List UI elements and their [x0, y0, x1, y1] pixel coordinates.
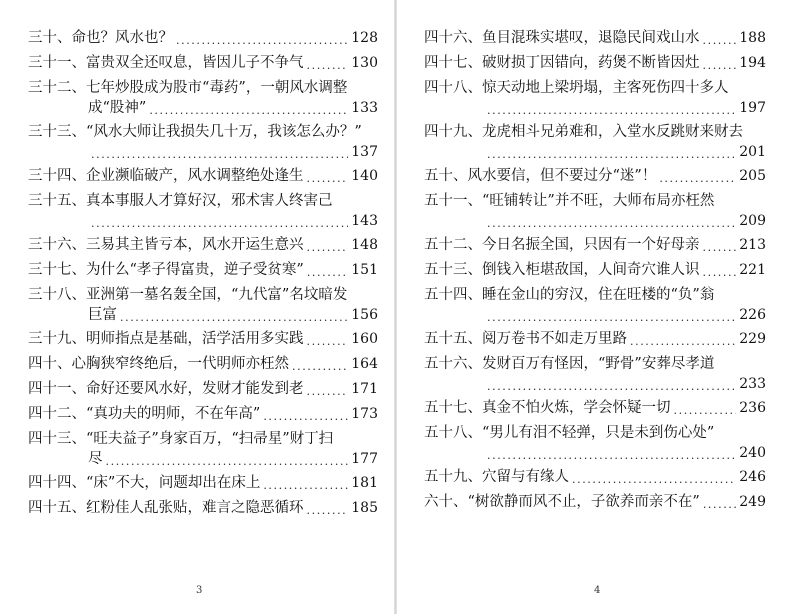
toc-entry-page: 140 — [351, 168, 378, 184]
toc-entry-page: 137 — [351, 144, 378, 160]
toc-entry-title: 破财损丁因错向，药煲不断皆因灶 — [482, 55, 700, 71]
toc-entry-page: 171 — [351, 381, 378, 397]
toc-entry-line — [424, 166, 766, 186]
toc-entry-number: 四十七、 — [424, 55, 482, 71]
toc-entry-title: 巨富 — [88, 307, 117, 323]
toc-entry-title: 惊天动地上梁坍塌，主客死伤四十多人 — [482, 80, 729, 96]
toc-entry-line — [424, 305, 766, 325]
toc-leader-dots — [91, 148, 348, 162]
toc-entry — [28, 78, 378, 118]
toc-entry-page: 213 — [739, 237, 766, 253]
toc-entry-number: 三十六、 — [28, 237, 86, 253]
toc-entry-title: 发财百万有怪因，“野骨”安葬尽孝道 — [482, 356, 715, 372]
toc-leader-dots — [703, 266, 737, 280]
toc-entry-title: 企业濒临破产，风水调整绝处逢生 — [86, 168, 304, 184]
toc-entry-line — [424, 53, 766, 73]
toc-leader-dots — [307, 504, 349, 518]
toc-leader-dots — [487, 148, 736, 162]
toc-entry-number: 五十六、 — [424, 356, 482, 372]
toc-entry-number: 五十七、 — [424, 400, 482, 416]
toc-leader-dots — [263, 479, 348, 493]
toc-entry-number: 五十一、 — [424, 193, 482, 209]
toc-leader-dots — [674, 404, 737, 418]
toc-leader-dots — [487, 217, 736, 231]
toc-entry — [424, 53, 766, 73]
toc-entry — [424, 191, 766, 231]
toc-entry-line — [28, 449, 378, 469]
toc-entry-title: 风水要信，但不要过分“迷”！ — [467, 168, 657, 184]
toc-entry-number: 六十、 — [424, 494, 468, 510]
toc-entry-number: 三十二、 — [28, 80, 86, 96]
toc-entry-title: “风水大师让我损失几十万，我该怎么办？” — [86, 124, 362, 140]
toc-entry-title: 阅万卷书不如走万里路 — [482, 331, 627, 347]
toc-entry-page: 185 — [351, 500, 378, 516]
toc-entry-number: 五十、 — [424, 168, 468, 184]
toc-entry — [28, 404, 378, 424]
toc-entry — [424, 78, 766, 118]
toc-entry-number: 四十五、 — [28, 500, 86, 516]
toc-entry-number: 三十四、 — [28, 168, 86, 184]
toc-entry-title: 龙虎相斗兄弟难和，入堂水反跳财来财去 — [482, 124, 743, 140]
toc-entry-line — [28, 191, 378, 211]
toc-entry-page: 246 — [739, 469, 766, 485]
toc-entry-line — [424, 98, 766, 118]
toc-entry-page: 160 — [351, 331, 378, 347]
toc-entry-number: 四十九、 — [424, 124, 482, 140]
toc-entry — [424, 329, 766, 349]
toc-entry-page: 148 — [351, 237, 378, 253]
toc-entry-number: 四十四、 — [28, 475, 86, 491]
toc-leader-dots — [487, 104, 736, 118]
toc-entry-line — [28, 98, 378, 118]
toc-entry-number: 三十七、 — [28, 262, 86, 278]
toc-entry-title: 尽 — [88, 451, 103, 467]
toc-leader-dots — [307, 266, 348, 280]
toc-entry-page: 221 — [739, 262, 766, 278]
toc-leader-dots — [307, 172, 349, 186]
toc-entry-line — [28, 211, 378, 231]
toc-entry-title: “树欲静而风不止，子欲养而亲不在” — [467, 494, 700, 510]
toc-entry — [424, 492, 766, 512]
toc-entry-number: 四十八、 — [424, 80, 482, 96]
toc-entry-title: 鱼目混珠实堪叹，退隐民间戏山水 — [482, 30, 700, 46]
toc-entry-title: 心胸狭窄终绝后，一代明师亦枉然 — [71, 356, 289, 372]
page-number-left: 3 — [196, 585, 203, 596]
toc-entry-line — [424, 122, 766, 142]
toc-entry-title: 富贵双全还叹息，皆因儿子不争气 — [86, 55, 304, 71]
toc-entry-line — [424, 78, 766, 98]
toc-entry-title: 七年炒股成为股市“毒药”，一朝风水调整 — [86, 80, 348, 96]
toc-entry-page: 205 — [739, 168, 766, 184]
toc-entry-page: 240 — [739, 445, 766, 461]
toc-entry — [424, 354, 766, 394]
toc-entry-line — [28, 235, 378, 255]
toc-entry-title: 睡在金山的穷汉，住在旺楼的“负”翁 — [482, 287, 715, 303]
toc-entry-number: 三十八、 — [28, 287, 86, 303]
toc-entry-title: “旺铺转让”并不旺，大师布局亦枉然 — [482, 193, 715, 209]
toc-entry-page: 188 — [739, 30, 766, 46]
toc-leader-dots — [487, 311, 736, 325]
toc-leader-dots — [307, 59, 349, 73]
toc-entry — [28, 191, 378, 231]
toc-entry-page: 229 — [739, 331, 766, 347]
toc-entry — [28, 166, 378, 186]
toc-entry-line — [424, 467, 766, 487]
toc-entry-number: 三十五、 — [28, 193, 86, 209]
toc-entry — [28, 429, 378, 469]
toc-entry — [424, 28, 766, 48]
toc-entry-line — [28, 28, 378, 48]
toc-entry-line — [28, 498, 378, 518]
toc-leader-dots — [487, 380, 736, 394]
toc-entry — [424, 260, 766, 280]
toc-leader-dots — [703, 241, 737, 255]
toc-entry-number: 四十、 — [28, 356, 72, 372]
toc-entry — [424, 285, 766, 325]
toc-entry-page: 194 — [739, 55, 766, 71]
toc-leader-dots — [120, 311, 348, 325]
toc-entry-line — [28, 53, 378, 73]
toc-entry-number: 四十二、 — [28, 406, 86, 422]
toc-entry-page: 130 — [351, 55, 378, 71]
toc-list-right — [424, 28, 766, 517]
toc-entry — [28, 285, 378, 325]
toc-entry-page: 143 — [351, 213, 378, 229]
toc-entry-number: 四十六、 — [424, 30, 482, 46]
toc-entry-page: 177 — [351, 451, 378, 467]
toc-entry-line — [28, 122, 378, 142]
toc-entry-line — [424, 329, 766, 349]
toc-leader-dots — [659, 172, 736, 186]
toc-entry-line — [28, 260, 378, 280]
toc-list-left — [28, 28, 378, 523]
right-page — [396, 0, 793, 614]
toc-entry-line — [424, 191, 766, 211]
toc-entry-line — [28, 329, 378, 349]
toc-entry-page: 233 — [739, 376, 766, 392]
toc-entry-number: 三十三、 — [28, 124, 86, 140]
toc-entry-line — [424, 354, 766, 374]
toc-entry-title: 命好还要风水好，发财才能发到老 — [86, 381, 304, 397]
toc-leader-dots — [307, 335, 349, 349]
toc-entry — [424, 423, 766, 463]
toc-entry-line — [28, 78, 378, 98]
toc-entry-title: 真本事服人才算好汉，邪术害人终害己 — [86, 193, 333, 209]
toc-entry — [424, 166, 766, 186]
toc-entry-number: 四十一、 — [28, 381, 86, 397]
left-page — [0, 0, 396, 614]
toc-leader-dots — [630, 335, 736, 349]
toc-entry-line — [424, 285, 766, 305]
toc-entry-title: 倒钱入柜堪敌国，人间奇穴谁人识 — [482, 262, 700, 278]
toc-entry-page: 164 — [351, 356, 378, 372]
toc-leader-dots — [307, 241, 349, 255]
toc-entry-page: 236 — [739, 400, 766, 416]
toc-entry-line — [28, 285, 378, 305]
toc-entry-title: “床”不大，问题却出在床上 — [86, 475, 261, 491]
toc-entry-title: “旺夫益子”身家百万，“扫帚星”财丁扫 — [86, 431, 334, 447]
toc-entry-title: 成“股神” — [88, 100, 147, 116]
toc-entry-page: 133 — [351, 100, 378, 116]
toc-entry-page: 209 — [739, 213, 766, 229]
toc-leader-dots — [703, 498, 736, 512]
toc-entry-number: 五十五、 — [424, 331, 482, 347]
toc-entry-title: 今日名振全国，只因有一个好母亲 — [482, 237, 700, 253]
toc-entry-number: 五十八、 — [424, 425, 482, 441]
toc-entry — [28, 122, 378, 162]
toc-entry-title: “真功夫的明师，不在年高” — [86, 406, 261, 422]
toc-entry-line — [28, 142, 378, 162]
toc-leader-dots — [176, 34, 348, 48]
toc-leader-dots — [703, 59, 737, 73]
toc-entry-page: 181 — [351, 475, 378, 491]
toc-entry-title: 真金不怕火炼，学会怀疑一切 — [482, 400, 671, 416]
toc-entry-title: 穴留与有缘人 — [482, 469, 569, 485]
toc-leader-dots — [91, 217, 348, 231]
toc-entry-number: 五十四、 — [424, 287, 482, 303]
toc-entry — [28, 53, 378, 73]
toc-entry-line — [424, 235, 766, 255]
toc-entry — [424, 235, 766, 255]
toc-leader-dots — [487, 449, 736, 463]
toc-entry-title: 红粉佳人乱张贴，难言之隐恶循环 — [86, 500, 304, 516]
toc-entry-line — [424, 142, 766, 162]
toc-entry-line — [424, 28, 766, 48]
page-number-right: 4 — [594, 585, 601, 596]
toc-entry-line — [28, 404, 378, 424]
toc-leader-dots — [106, 455, 349, 469]
toc-entry-page: 156 — [351, 307, 378, 323]
toc-entry-number: 三十一、 — [28, 55, 86, 71]
toc-entry — [424, 398, 766, 418]
toc-leader-dots — [149, 104, 348, 118]
toc-entry-line — [424, 423, 766, 443]
toc-entry — [28, 473, 378, 493]
toc-entry-title: 为什么“孝子得富贵，逆子受贫寒” — [86, 262, 304, 278]
toc-entry-number: 五十九、 — [424, 469, 482, 485]
toc-entry-line — [28, 166, 378, 186]
toc-entry-number: 五十二、 — [424, 237, 482, 253]
toc-entry-page: 249 — [739, 494, 766, 510]
toc-entry — [28, 28, 378, 48]
toc-entry — [28, 498, 378, 518]
toc-entry — [28, 235, 378, 255]
toc-entry-line — [424, 374, 766, 394]
toc-entry-number: 四十三、 — [28, 431, 86, 447]
toc-entry-page: 151 — [351, 262, 378, 278]
toc-entry — [28, 379, 378, 399]
toc-entry-page: 226 — [739, 307, 766, 323]
toc-entry-title: “男儿有泪不轻弹，只是未到伤心处” — [482, 425, 715, 441]
toc-entry-title: 亚洲第一墓名轰全国，“九代富”名坟暗发 — [86, 287, 348, 303]
toc-entry-line — [424, 443, 766, 463]
toc-entry-page: 173 — [351, 406, 378, 422]
toc-leader-dots — [263, 410, 348, 424]
toc-entry-number: 五十三、 — [424, 262, 482, 278]
toc-entry — [28, 260, 378, 280]
toc-entry-line — [424, 492, 766, 512]
toc-leader-dots — [703, 34, 737, 48]
toc-entry-line — [424, 398, 766, 418]
toc-entry — [28, 329, 378, 349]
toc-leader-dots — [572, 473, 736, 487]
toc-entry-line — [424, 260, 766, 280]
toc-entry-title: 命也？风水也？ — [71, 30, 173, 46]
toc-entry — [28, 354, 378, 374]
toc-entry — [424, 122, 766, 162]
toc-entry-line — [28, 354, 378, 374]
toc-leader-dots — [292, 360, 348, 374]
toc-entry-number: 三十、 — [28, 30, 72, 46]
toc-entry-page: 197 — [739, 100, 766, 116]
toc-entry-line — [28, 473, 378, 493]
toc-entry-page: 201 — [739, 144, 766, 160]
toc-entry-line — [424, 211, 766, 231]
toc-entry-line — [28, 429, 378, 449]
toc-entry-title: 明师指点是基础，活学活用多实践 — [86, 331, 304, 347]
toc-entry-line — [28, 379, 378, 399]
toc-entry-number: 三十九、 — [28, 331, 86, 347]
toc-leader-dots — [307, 385, 349, 399]
toc-entry — [424, 467, 766, 487]
toc-entry-title: 三易其主皆亏本，风水开运生意兴 — [86, 237, 304, 253]
toc-entry-page: 128 — [351, 30, 378, 46]
toc-entry-line — [28, 305, 378, 325]
